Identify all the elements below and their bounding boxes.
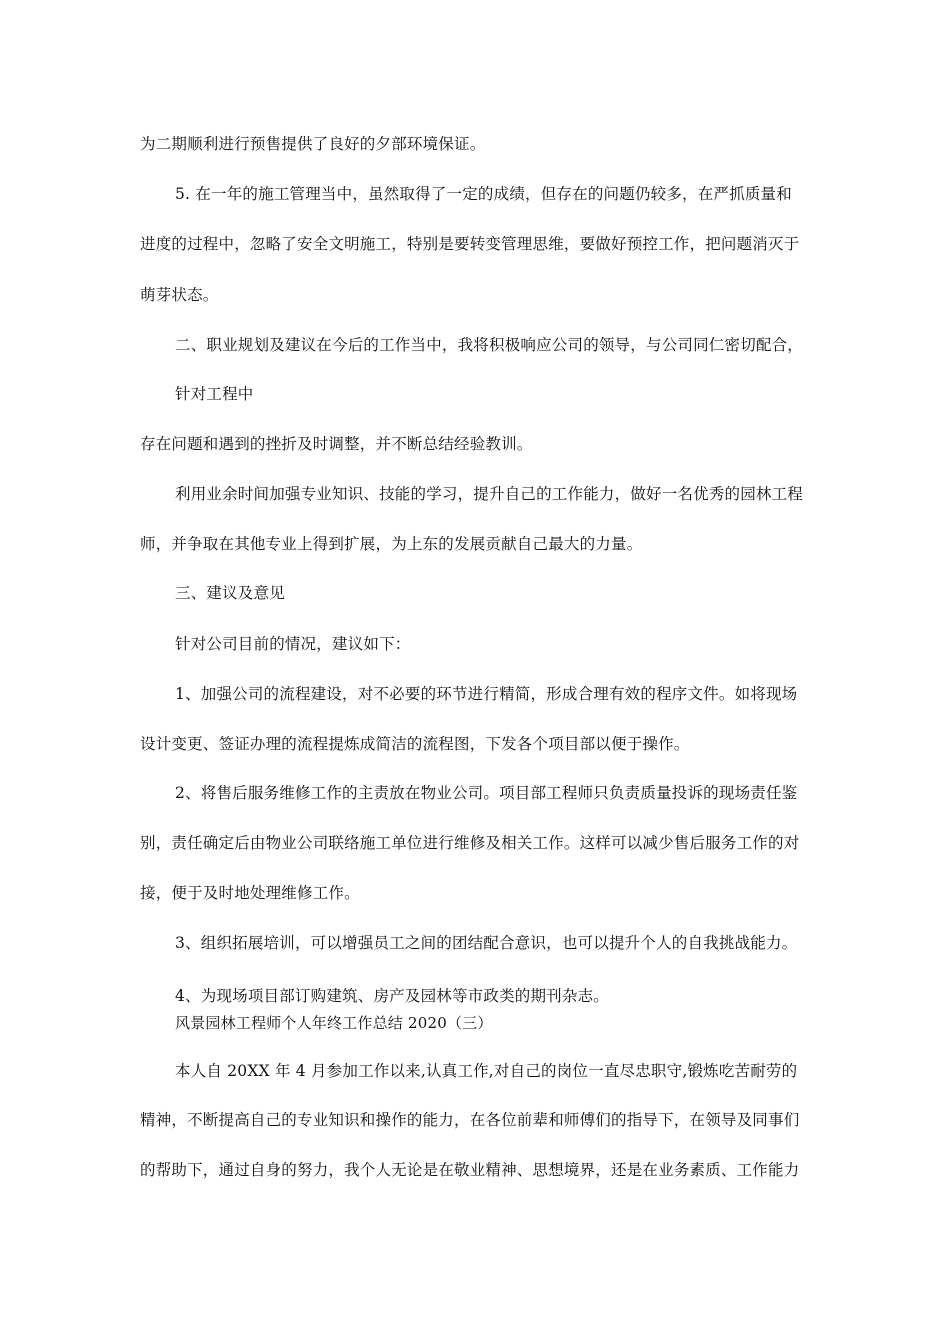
suggestion-2-line-2: 别，责任确定后由物业公司联络施工单位进行维修及相关工作。这样可以减少售后服务工作的对	[140, 834, 800, 852]
paragraph-study-line-2: 师，并争取在其他专业上得到扩展，为上东的发展贡献自己最大的力量。	[140, 535, 643, 553]
list-item-5-line-1: 5. 在一年的施工管理当中，虽然取得了一定的成绩，但存在的问题仍较多，在严抓质量和	[175, 185, 792, 203]
text-line-1: 为二期顺利进行预售提供了良好的夕部环境保证。	[140, 135, 486, 153]
suggestions-intro: 针对公司目前的情况，建议如下：	[175, 635, 411, 653]
paragraph-study-line-1: 利用业余时间加强专业知识、技能的学习，提升自己的工作能力，做好一名优秀的园林工程	[175, 485, 804, 503]
paragraph-3-line-3: 的帮助下，通过自身的努力，我个人无论是在敬业精神、思想境界，还是在业务素质、工作能力	[140, 1161, 800, 1179]
section-three-heading: 三、建议及意见	[175, 584, 285, 602]
suggestion-2-line-3: 接，便于及时地处理维修工作。	[140, 884, 360, 902]
suggestion-2-line-1: 2、将售后服务维修工作的主责放在物业公司。项目部工程师只负责质量投诉的现场责任鉴	[175, 784, 798, 802]
suggestion-1-line-2: 设计变更、签证办理的流程提炼成简洁的流程图，下发各个项目部以便于操作。	[140, 735, 690, 753]
section-two-heading: 二、职业规划及建议在今后的工作当中，我将积极响应公司的领导，与公司同仁密切配合，	[175, 336, 804, 354]
list-item-5-line-2: 进度的过程中，忽略了安全文明施工，特别是要转变管理思维，要做好预控工作，把问题消灭于	[140, 235, 800, 253]
paragraph-3-line-1: 本人自 20XX 年 4 月参加工作以来,认真工作,对自己的岗位一直尽忠职守,锻炼吃苦耐劳的	[175, 1062, 798, 1080]
section-two-line-3: 存在问题和遇到的挫折及时调整，并不断总结经验教训。	[140, 435, 533, 453]
section-title: 风景园林工程师个人年终工作总结 2020（三）	[175, 1014, 493, 1032]
suggestion-4: 4、为现场项目部订购建筑、房产及园林等市政类的期刊杂志。	[175, 987, 609, 1005]
suggestion-3: 3、组织拓展培训，可以增强员工之间的团结配合意识，也可以提升个人的自我挑战能力。	[175, 934, 798, 952]
paragraph-3-line-2: 精神，不断提高自己的专业知识和操作的能力，在各位前辈和师傅们的指导下，在领导及同事们	[140, 1111, 800, 1129]
section-two-line-2: 针对工程中	[175, 385, 254, 403]
list-item-5-line-3: 萌芽状态。	[140, 286, 219, 304]
suggestion-1-line-1: 1、加强公司的流程建设，对不必要的环节进行精简，形成合理有效的程序文件。如将现场	[175, 685, 798, 703]
